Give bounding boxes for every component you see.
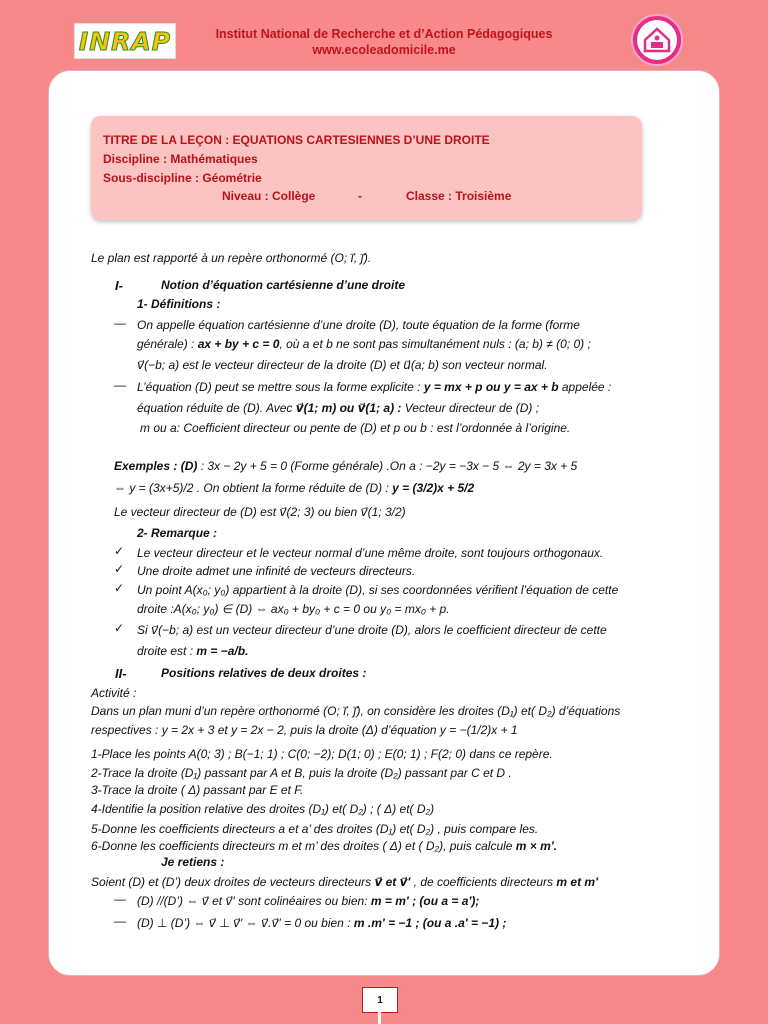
lesson-title-box bbox=[91, 116, 642, 220]
activity-label: Activité : bbox=[91, 686, 137, 700]
subsection-definitions: 1- Définitions : bbox=[137, 297, 221, 311]
discipline: Discipline : Mathématiques bbox=[103, 152, 258, 166]
question-3: 3-Trace la droite ( Δ) passant par E et F. bbox=[91, 783, 304, 797]
dash-bullet: — bbox=[114, 378, 126, 392]
activity-line-1: Dans un plan muni d’un repère orthonormé (O; i⃗, j⃗), on considère les droites (D₁) et( D₂) d’équations bbox=[91, 704, 621, 718]
website-link[interactable]: www.ecoleadomicile.me bbox=[312, 43, 456, 57]
remark-4-line-2: droite est : m = −a/b. bbox=[137, 644, 249, 658]
inrap-logo: INRAP bbox=[74, 23, 176, 59]
definition-1-line-2: générale) : ax + by + c = 0, où a et b ne sont pas simultanément nuls : (a; b) ≠ (0; 0) ; bbox=[137, 337, 591, 351]
institution-name: Institut National de Recherche et d’Action Pédagogiques bbox=[215, 27, 553, 41]
subdiscipline: Sous-discipline : Géométrie bbox=[103, 171, 262, 185]
question-1: 1-Place les points A(0; 3) ; B(−1; 1) ; C(0; −2); D(1; 0) ; E(0; 1) ; F(2; 0) dans ce repère. bbox=[91, 747, 553, 761]
checkmark-icon: ✓ bbox=[114, 621, 125, 635]
checkmark-icon: ✓ bbox=[114, 544, 125, 558]
checkmark-icon: ✓ bbox=[114, 562, 125, 576]
intro-text: Le plan est rapporté à un repère orthonormé (O; i⃗, j⃗). bbox=[91, 251, 372, 265]
key-line-3: (D) ⊥ (D’) ⇔ v⃗ ⊥ v⃗′ ⇔ v⃗.v⃗′ = 0 ou bien : m .m′ = −1 ; (ou a .a′ = −1) ; bbox=[137, 916, 507, 930]
remark-3-line-1: Un point A(x₀; y₀) appartient à la droite (D), si ses coordonnées vérifient l’équation de cette bbox=[137, 583, 619, 597]
definition-2-line-1: L’équation (D) peut se mettre sous la forme explicite : y = mx + p ou y = ax + b appelée : bbox=[137, 380, 612, 394]
remark-3-line-2: droite :A(x₀; y₀) ∈ (D) ⇔ ax₀ + by₀ + c = 0 ou y₀ = mx₀ + p. bbox=[137, 602, 450, 616]
definition-1-line-1: On appelle équation cartésienne d’une droite (D), toute équation de la forme (forme bbox=[137, 318, 580, 332]
definition-2-line-3: m ou a: Coefficient directeur ou pente de (D) et p ou b : est l’ordonnée à l’origine. bbox=[140, 421, 571, 435]
level-separator: - bbox=[358, 189, 362, 203]
dash-bullet: — bbox=[114, 316, 126, 330]
remark-2: Une droite admet une infinité de vecteurs directeurs. bbox=[137, 564, 416, 578]
dash-bullet: — bbox=[114, 914, 126, 928]
checkmark-icon: ✓ bbox=[114, 581, 125, 595]
section-1-number: I- bbox=[115, 278, 123, 293]
ecole-a-domicile-logo-icon bbox=[631, 14, 683, 66]
remark-4-line-1: Si v⃗(−b; a) est un vecteur directeur d’une droite (D), alors le coefficient directeur de cette bbox=[137, 623, 607, 637]
question-4: 4-Identifie la position relative des droites (D₁) et( D₂) ; ( Δ) et( D₂) bbox=[91, 802, 435, 816]
remark-1: Le vecteur directeur et le vecteur normal d’une même droite, sont toujours orthogonaux. bbox=[137, 546, 604, 560]
key-line-2: (D) //(D’) ⇔ v⃗ et v⃗′ sont colinéaires ou bien: m = m′ ; (ou a = a′); bbox=[137, 894, 480, 908]
page-number-connector bbox=[378, 1011, 381, 1024]
lesson-title: TITRE DE LA LEÇON : EQUATIONS CARTESIENNES D’UNE DROITE bbox=[103, 133, 490, 147]
question-6: 6-Donne les coefficients directeurs m et m’ des droites ( Δ) et ( D₂), puis calcule m × m′. bbox=[91, 839, 558, 853]
section-1-title: Notion d’équation cartésienne d’une droite bbox=[161, 278, 406, 292]
class: Classe : Troisième bbox=[406, 189, 512, 203]
section-2-title: Positions relatives de deux droites : bbox=[161, 666, 367, 680]
definition-1-line-3: v⃗(−b; a) est le vecteur directeur de la droite (D) et u⃗(a; b) son vecteur normal. bbox=[137, 358, 548, 372]
page-number: 1 bbox=[362, 987, 398, 1013]
activity-line-2: respectives : y = 2x + 3 et y = 2x − 2, puis la droite (Δ) d’équation y = −(1/2)x + 1 bbox=[91, 723, 518, 737]
key-line-1: Soient (D) et (D’) deux droites de vecteurs directeurs v⃗ et v⃗′ , de coefficients directeurs m et m′ bbox=[91, 875, 598, 889]
definition-2-line-2: équation réduite de (D). Avec v⃗(1; m) ou v⃗(1; a) : Vecteur directeur de (D) ; bbox=[137, 401, 540, 415]
level: Niveau : Collège bbox=[222, 189, 316, 203]
retiens-heading: Je retiens : bbox=[161, 855, 225, 869]
example-line-1: Exemples : (D) : 3x − 2y + 5 = 0 (Forme générale) .On a : −2y = −3x − 5 ⇔ 2y = 3x + 5 bbox=[114, 459, 578, 473]
example-line-2: ⇔ y = (3x+5)/2 . On obtient la forme réduite de (D) : y = (3/2)x + 5/2 bbox=[114, 481, 475, 495]
section-2-number: II- bbox=[115, 666, 127, 681]
example-line-3: Le vecteur directeur de (D) est v⃗(2; 3) ou bien v⃗(1; 3/2) bbox=[114, 505, 406, 519]
question-2: 2-Trace la droite (D₁) passant par A et B, puis la droite (D₂) passant par C et D . bbox=[91, 766, 512, 780]
dash-bullet: — bbox=[114, 892, 126, 906]
subsection-remark: 2- Remarque : bbox=[137, 526, 218, 540]
question-5: 5-Donne les coefficients directeurs a et a’ des droites (D₁) et( D₂) , puis compare les. bbox=[91, 822, 539, 836]
